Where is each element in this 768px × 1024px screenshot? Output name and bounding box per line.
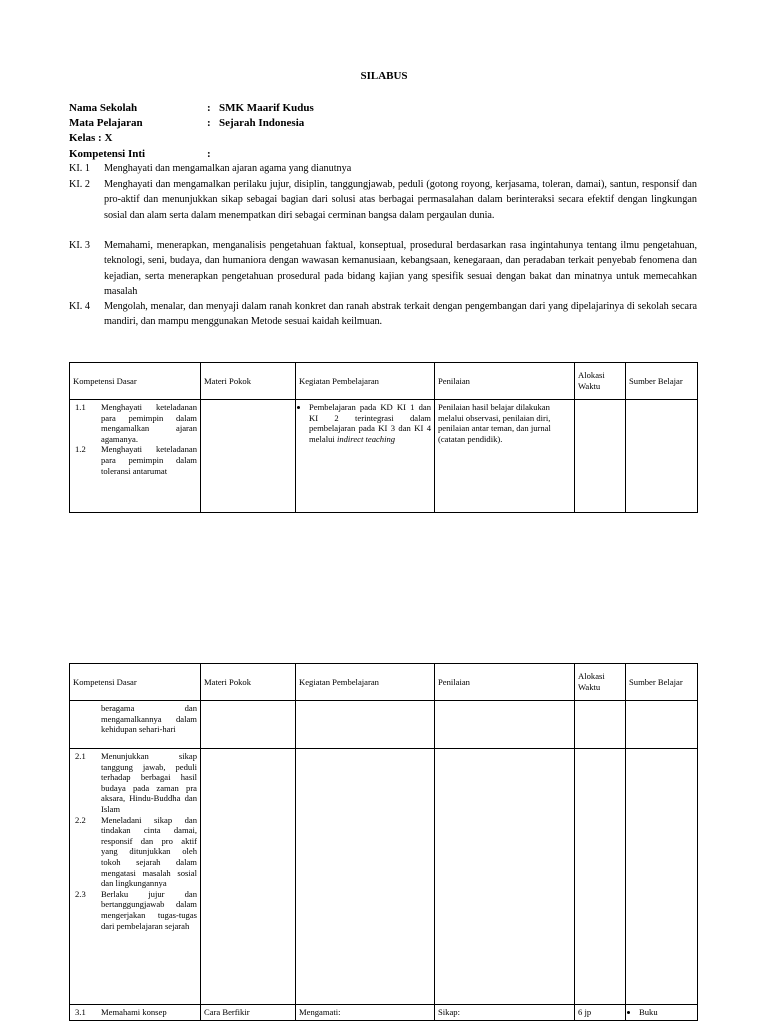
list-item: • Buku [639,1007,694,1018]
alokasi-cell [575,749,626,1005]
penilaian-cell: Penilaian hasil belajar dilakukan melalui observasi, penilaian diri, penilaian antar teman, dan jurnal (catatan pendidik). [435,400,575,513]
kd-number: 2.1 [75,751,86,761]
document-title: SILABUS [360,70,408,82]
kd-number: 3.1 [75,1007,86,1017]
kd-text: Meneladani sikap dan tindakan cinta damai, responsif dan pro aktif yang ditunjukkan oleh tokoh sejarah dalam mengatasi masalah sosial dan lingkungannya [101,814,197,889]
table-row [70,1005,698,1021]
kegiatan-cell [296,749,435,1005]
kd-cell [70,1005,201,1021]
header-sumber: Sumber Belajar [626,664,698,701]
meta-label: Nama Sekolah [69,102,138,114]
kd-number: 1.2 [75,444,86,455]
sumber-cell [626,749,698,1005]
table-header-row [70,664,698,701]
table-row [70,749,698,1005]
kd-item [73,444,197,476]
kd-item [73,889,197,931]
kegiatan-italic: indirect teaching [336,433,396,444]
materi-cell [201,701,296,749]
materi-cell [201,749,296,1005]
kegiatan-cell [296,400,435,513]
materi-cell: Cara Berfikir [201,1005,296,1021]
kegiatan-list [299,402,431,444]
table-row [70,400,698,513]
header-sumber: Sumber Belajar [626,363,698,400]
materi-cell [201,400,296,513]
kd-cell [70,400,201,513]
kd-item [73,1007,197,1018]
kd-text: Menunjukkan sikap tanggung jawab, peduli terhadap berbagai hasil budaya pada zaman pra aksara, Hindu-Buddha dan Islam [101,751,197,814]
ki-code: KI. 1 [69,163,90,174]
kegiatan-cell [296,701,435,749]
kd-item [73,402,197,444]
meta-sep: : [207,148,211,160]
kegiatan-text: Pembelajaran pada KD KI 1 dan KI 2 terintegrasi dalam pembelajaran pada KI 3 dan KI 4 melalui [309,402,431,444]
sumber-cell [626,400,698,513]
penilaian-cell [435,749,575,1005]
ki-item-4 [69,299,697,330]
meta-row-kompetensi-inti [69,147,219,161]
header-kegiatan: Kegiatan Pembelajaran [296,363,435,400]
kd-cell [70,701,201,749]
header-alokasi: Alokasi Waktu [575,664,626,701]
sumber-cell [626,1005,698,1021]
ki-text: Menghayati dan mengamalkan perilaku jujur, disiplin, tanggungjawab, peduli (gotong royong, kerjasama, toleran, damai), santun, responsif dan pro-aktif dan menunjukkan sikap sebagai bagian dari solusi atas berbagai permasalahan dalam berinteraksi secara efektif dengan lingkungan sosial dan alam serta dalam menempatkan diri sebagai cerminan bangsa dalam pergaulan dunia. [104,179,697,221]
alokasi-cell [575,701,626,749]
sumber-cell [626,701,698,749]
header-kompetensi-dasar: Kompetensi Dasar [70,664,201,701]
header-materi-pokok: Materi Pokok [201,664,296,701]
meta-sep: : [207,117,211,129]
syllabus-table-1 [69,362,698,513]
table-row [70,701,698,749]
meta-value: SMK Maarif Kudus [219,102,314,114]
alokasi-cell [575,400,626,513]
kd-text: Memahami konsep [101,1007,167,1017]
header-alokasi: Alokasi Waktu [575,363,626,400]
ki-text: Mengolah, menalar, dan menyaji dalam ranah konkret dan ranah abstrak terkait dengan pengembangan dari yang dipelajarinya di sekolah secara mandiri, dan mampu menggunakan Metode sesuai kaidah keilmuan. [104,301,697,328]
kd-text: Menghayati keteladanan para pemimpin dalam mengamalkan ajaran agamanya. [101,402,197,444]
header-materi-pokok: Materi Pokok [201,363,296,400]
kegiatan-cell: Mengamati: [296,1005,435,1021]
ki-item-1 [69,161,697,176]
sumber-list [629,1007,694,1018]
alokasi-cell: 6 jp [575,1005,626,1021]
table-header-row [70,363,698,400]
ki-item-2 [69,177,697,223]
header-kompetensi-dasar: Kompetensi Dasar [70,363,201,400]
kd-cell [70,749,201,1005]
kd-continued: beragama dan mengamalkannya dalam kehidupan sehari-hari [101,703,197,735]
ki-code: KI. 2 [69,179,90,190]
header-penilaian: Penilaian [435,363,575,400]
penilaian-cell [435,701,575,749]
header-kegiatan: Kegiatan Pembelajaran [296,664,435,701]
ki-text: Memahami, menerapkan, menganalisis pengetahuan faktual, konseptual, prosedural berdasarkan rasa ingintahunya tentang ilmu pengetahuan, teknologi, seni, budaya, dan humaniora dengan wawasan kemanusiaan, kebangsaan, kenegaraan, dan peradaban terkait penyebab fenomena dan kejadian, serta menerapkan pengetahuan prosedural pada bidang kajian yang spesifik sesuai dengan bakat dan minatnya untuk memecahkan masalah [104,240,697,298]
kd-text: Berlaku jujur dan bertanggungjawab dalam mengerjakan tugas-tugas dari pembelajaran sejarah [101,888,197,931]
meta-value: Sejarah Indonesia [219,117,305,129]
ki-code: KI. 3 [69,240,90,251]
ki-code: KI. 4 [69,301,90,312]
kd-item [73,751,197,815]
penilaian-cell: Sikap: [435,1005,575,1021]
kd-number: 2.3 [75,888,86,899]
ki-text: Menghayati dan mengamalkan ajaran agama yang dianutnya [104,163,352,174]
kd-item [73,815,197,889]
meta-row-sekolah [69,101,314,115]
kd-number: 1.1 [75,402,86,412]
header-penilaian: Penilaian [435,664,575,701]
meta-label: Mata Pelajaran [69,117,143,129]
list-item [309,402,431,444]
kelas-text: Kelas : X [69,132,113,144]
syllabus-table-2 [69,663,698,1021]
meta-row-kelas [69,131,112,145]
kompetensi-inti-label: Kompetensi Inti [69,148,146,160]
meta-row-pelajaran [69,116,304,130]
kd-number: 2.2 [75,814,86,825]
ki-item-3 [69,238,697,300]
meta-sep: : [207,102,211,114]
kd-text: Menghayati keteladanan para pemimpin dalam toleransi antarumat [101,444,197,476]
